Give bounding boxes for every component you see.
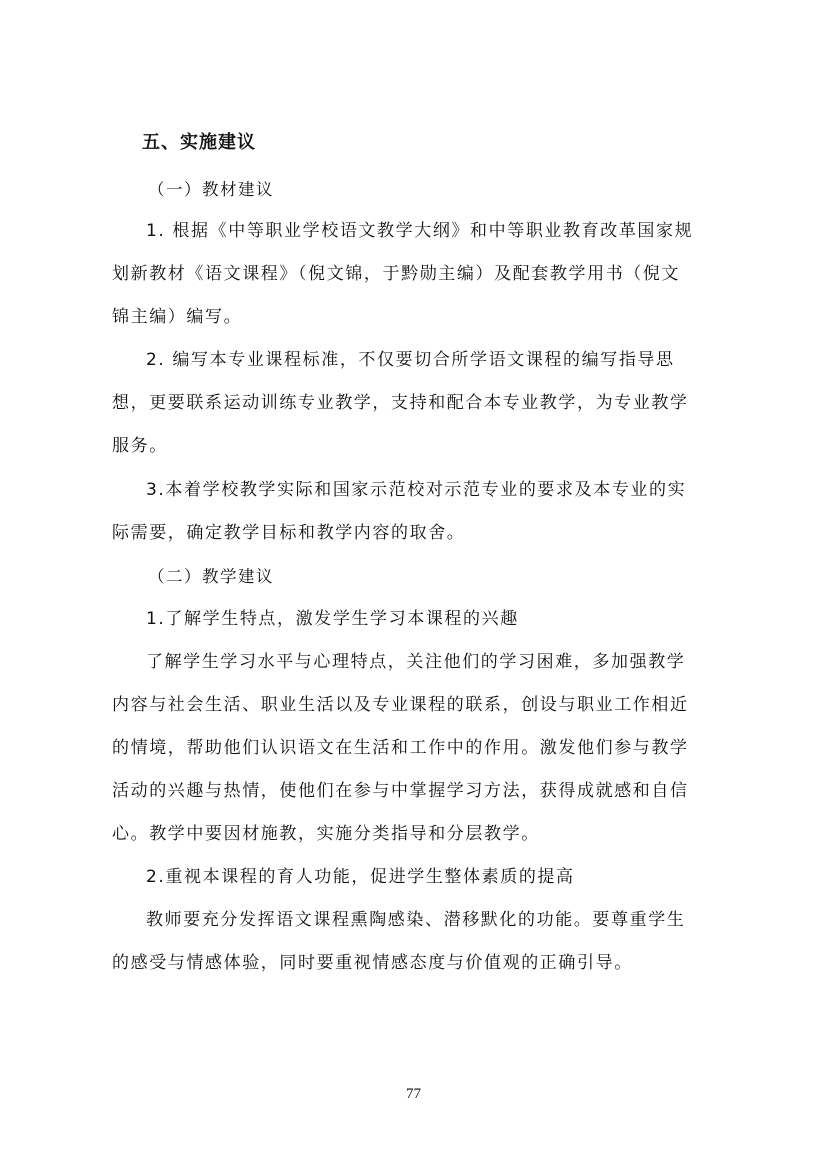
paragraph-4-line-2: 内容与社会生活、职业生活以及专业课程的联系，创设与职业工作相近: [112, 695, 689, 715]
paragraph-4-line-5: 心。教学中要因材施教，实施分类指导和分层教学。: [112, 824, 540, 844]
paragraph-1-line-2: 划新教材《语文课程》（倪文锦，于黔勋主编）及配套教学用书（倪文: [112, 264, 681, 284]
section-title: 五、实施建议: [142, 132, 256, 153]
item-1-title: 1.了解学生特点，激发学生学习本课程的兴趣: [146, 609, 519, 629]
paragraph-1-line-1: 1. 根据《中等职业学校语文教学大纲》和中等职业教育改革国家规: [146, 221, 694, 241]
paragraph-1-line-3: 锦主编）编写。: [112, 307, 243, 327]
paragraph-2-line-1: 2. 编写本专业课程标准，不仅要切合所学语文课程的编写指导思: [146, 350, 675, 370]
paragraph-4-line-4: 活动的兴趣与热情，使他们在参与中掌握学习方法，获得成就感和自信: [112, 781, 689, 801]
paragraph-4-line-1: 了解学生学习水平与心理特点，关注他们的学习困难，多加强教学: [146, 652, 686, 672]
paragraph-3-line-1: 3.本着学校教学实际和国家示范校对示范专业的要求及本专业的实: [146, 480, 687, 500]
paragraph-5-line-2: 的感受与情感体验，同时要重视情感态度与价值观的正确引导。: [112, 953, 633, 973]
subsection-title-teaching: （二）教学建议: [148, 567, 274, 586]
paragraph-4-line-3: 的情境，帮助他们认识语文在生活和工作中的作用。激发他们参与教学: [112, 738, 689, 758]
subsection-title-textbook: （一）教材建议: [148, 180, 274, 199]
paragraph-2-line-3: 服务。: [112, 436, 168, 456]
paragraph-2-line-2: 想，更要联系运动训练专业教学，支持和配合本专业教学，为专业教学: [112, 393, 689, 413]
item-2-title: 2.重视本课程的育人功能，促进学生整体素质的提高: [146, 867, 575, 887]
paragraph-5-line-1: 教师要充分发挥语文课程熏陶感染、潜移默化的功能。要尊重学生: [146, 910, 686, 930]
page-number: 77: [406, 1086, 421, 1102]
paragraph-3-line-2: 际需要，确定教学目标和教学内容的取舍。: [112, 523, 466, 543]
